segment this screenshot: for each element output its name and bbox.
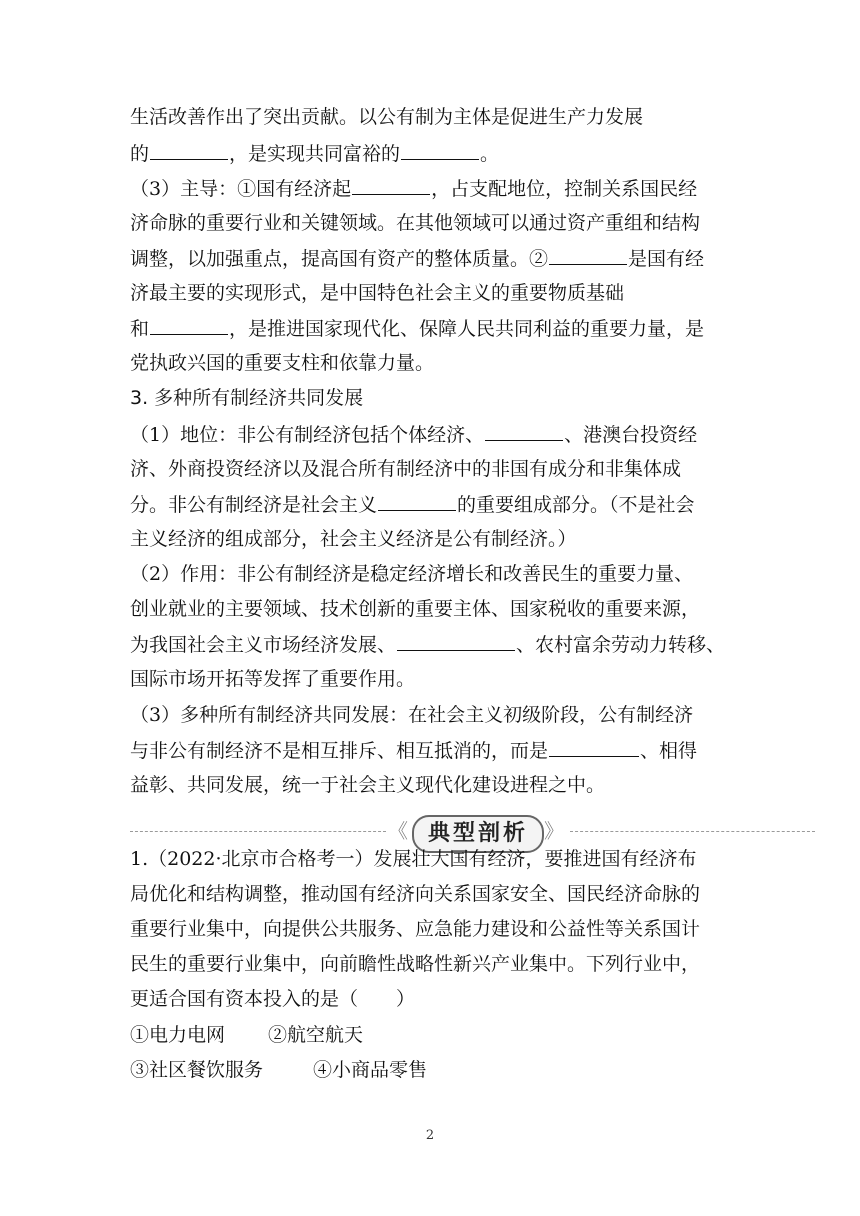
fill-in-blank bbox=[401, 141, 479, 160]
fill-in-blank bbox=[150, 316, 228, 335]
text-segment: 生活改善作出了突出贡献。以公有制为主体是促进生产力发展 bbox=[130, 106, 644, 128]
fill-in-blank bbox=[378, 492, 456, 511]
question-line: 1.（2022·北京市合格考一）发展壮大国有经济，要推进国有经济布 bbox=[130, 848, 697, 870]
fill-in-blank bbox=[352, 176, 430, 195]
text-segment: 、港澳台投资经 bbox=[564, 424, 698, 446]
text-segment: 党执政兴国的重要支柱和依靠力量。 bbox=[130, 352, 435, 374]
text-line bbox=[130, 281, 735, 305]
text-segment: 益彰、共同发展，统一于社会主义现代化建设进程之中。 bbox=[130, 774, 606, 796]
section-banner: 典型剖析 bbox=[412, 815, 544, 853]
divider-right bbox=[570, 831, 815, 832]
text-segment: 的 bbox=[130, 143, 150, 165]
text-line bbox=[130, 105, 735, 129]
text-segment: 济、外商投资经济以及混合所有制经济中的非国有成分和非集体成 bbox=[130, 458, 682, 480]
text-line bbox=[130, 351, 735, 375]
text-segment: 济命脉的重要行业和关键领域。在其他领域可以通过资产重组和结构 bbox=[130, 212, 701, 234]
fill-in-blank bbox=[549, 246, 627, 265]
page-number: 2 bbox=[425, 1128, 435, 1143]
answer-option: ②航空航天 bbox=[268, 1024, 364, 1046]
text-line bbox=[130, 176, 735, 201]
text-line bbox=[130, 527, 735, 551]
text-segment: 济最主要的实现形式，是中国特色社会主义的重要物质基础 bbox=[130, 282, 625, 304]
fill-in-blank bbox=[549, 738, 639, 757]
text-segment: （1）地位：非公有制经济包括个体经济、 bbox=[130, 424, 485, 446]
text-line bbox=[130, 141, 735, 166]
text-segment: ，占支配地位，控制关系国民经 bbox=[431, 178, 698, 200]
text-line bbox=[130, 562, 735, 586]
fill-in-blank bbox=[485, 422, 563, 441]
text-segment: 和 bbox=[130, 318, 150, 340]
question-line: 民生的重要行业集中，向前瞻性战略性新兴产业集中。下列行业中， bbox=[130, 953, 701, 975]
text-line bbox=[130, 422, 735, 447]
text-line bbox=[130, 457, 735, 481]
text-segment: （2）作用：非公有制经济是稳定经济增长和改善民生的重要力量、 bbox=[130, 563, 694, 585]
answer-option: ①电力电网 bbox=[130, 1024, 226, 1046]
text-segment: 主义经济的组成部分，社会主义经济是公有制经济。） bbox=[130, 528, 577, 550]
text-segment: 分。非公有制经济是社会主义 bbox=[130, 494, 378, 516]
chevron-right-icon: 》 bbox=[544, 819, 564, 843]
question-line: 局优化和结构调整，推动国有经济向关系国家安全、国民经济命脉的 bbox=[130, 883, 701, 905]
chevron-left-icon: 《 bbox=[388, 819, 408, 843]
text-line bbox=[130, 597, 735, 621]
text-line bbox=[130, 316, 735, 341]
answer-option: ③社区餐饮服务 bbox=[130, 1059, 264, 1081]
text-segment: 、相得 bbox=[640, 740, 698, 762]
text-segment: （3）主导：①国有经济起 bbox=[130, 178, 352, 200]
text-segment: 的重要组成部分。（不是社会 bbox=[457, 494, 695, 516]
text-segment: 国际市场开拓等发挥了重要作用。 bbox=[130, 668, 416, 690]
text-line bbox=[130, 492, 735, 517]
text-segment: 创业就业的主要领域、技术创新的重要主体、国家税收的重要来源， bbox=[130, 598, 701, 620]
text-segment: 、农村富余劳动力转移、 bbox=[516, 634, 726, 656]
text-segment: 是国有经 bbox=[628, 248, 705, 270]
text-line bbox=[130, 667, 735, 691]
text-line bbox=[130, 738, 735, 763]
text-segment: 为我国社会主义市场经济发展、 bbox=[130, 634, 397, 656]
text-segment: ，是推进国家现代化、保障人民共同利益的重要力量，是 bbox=[229, 318, 705, 340]
fill-in-blank bbox=[150, 141, 228, 160]
text-segment: （3）多种所有制经济共同发展：在社会主义初级阶段，公有制经济 bbox=[130, 704, 694, 726]
text-segment: 3. 多种所有制经济共同发展 bbox=[130, 387, 364, 409]
text-line bbox=[130, 703, 735, 727]
text-line bbox=[130, 773, 735, 797]
fill-in-blank bbox=[397, 632, 515, 651]
text-segment: ，是实现共同富裕的 bbox=[229, 143, 401, 165]
text-segment: 调整，以加强重点，提高国有资产的整体质量。② bbox=[130, 248, 549, 270]
text-segment: 。 bbox=[480, 143, 500, 165]
answer-option: ④小商品零售 bbox=[313, 1059, 428, 1081]
text-line bbox=[130, 632, 735, 657]
question-line: 更适合国有资本投入的是（ ） bbox=[130, 988, 416, 1010]
question-line: 重要行业集中，向提供公共服务、应急能力建设和公益性等关系国计 bbox=[130, 918, 701, 940]
divider-left bbox=[130, 831, 386, 832]
text-line bbox=[130, 211, 735, 235]
text-segment: 与非公有制经济不是相互排斥、相互抵消的，而是 bbox=[130, 740, 549, 762]
text-line bbox=[130, 386, 735, 410]
text-line bbox=[130, 246, 735, 271]
